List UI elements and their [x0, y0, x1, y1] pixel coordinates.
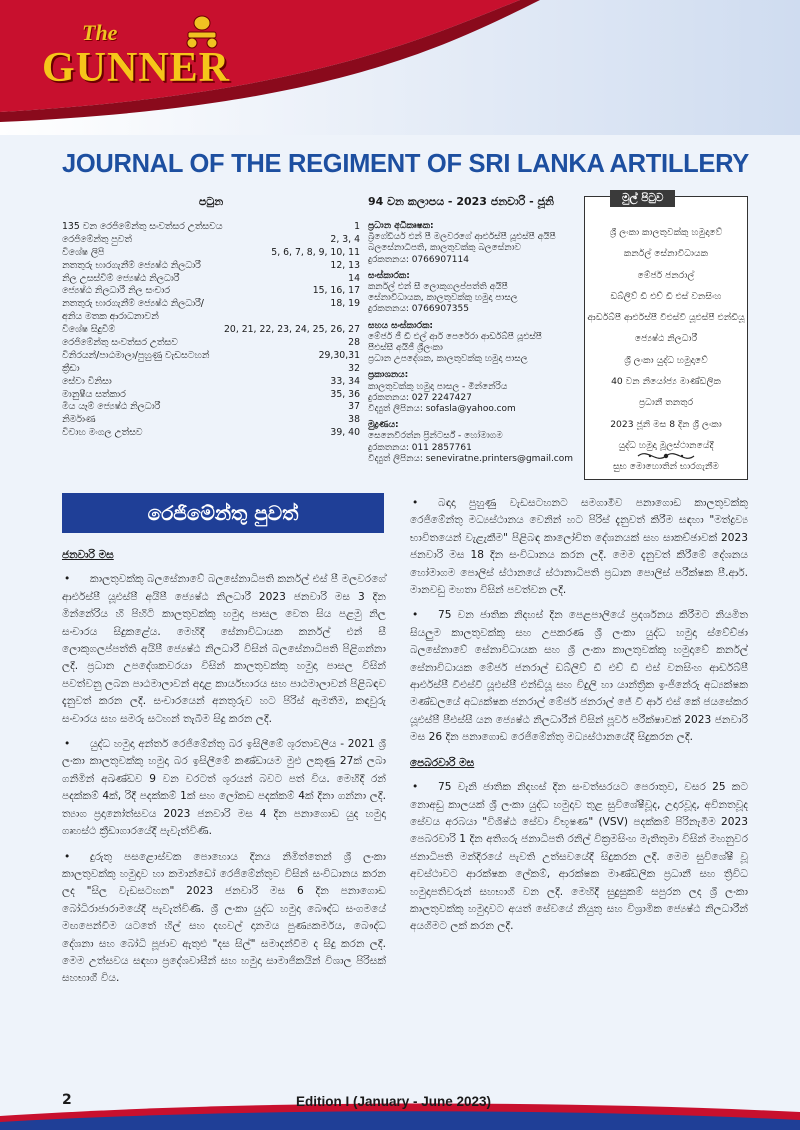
bullet-icon: • — [64, 850, 71, 863]
news-text: බඳාදා පුහුණු වැඩසටහනට සමගාමීව පනාගොඩ කාලතුවක්කු රෙජිමේන්තු මධ්‍යස්ථානය වෙනින් හට පිරිස් දැනුවත් කිරීම සඳහා "මත්ද්‍රව්‍ය භාවිතයෙන් වැළැකීම" පිළිබඳ කාලෝචිත දේශනයක් සහ සාකච්ඡාවක් 2023 ජනවාරි මස 18 දින සංවිධානය කරන ලදී. මෙම දැනුවත් කිරීමේ දේශනය හෝමාගම පොලිස් ස්ථානයේ ස්ථානාධිපති ප්‍රධාන පොලිස් පරීක්ෂක පී.ආර්. මානවඩු මහතා විසින් පවත්වන ලදී. — [410, 497, 748, 597]
toc-title: විවාහ මංගල උත්සව — [62, 427, 143, 439]
masthead-label: සහය සංස්කාරක: — [368, 320, 433, 331]
masthead-line: බලසේනාධිපති, කාලතුවක්කු බලසේනාව — [368, 243, 521, 254]
toc-title: ක්‍රීඩා — [62, 362, 80, 374]
toc-pages: 2, 3, 4 — [330, 233, 360, 245]
toc-row — [62, 350, 360, 363]
masthead-line: බ්‍රිගේඩියර් එන් පී මලවරගේ ආර්එස්පී යූඑස්පී අයිපී — [368, 232, 556, 243]
news-text: 75 වැනි ජාතික නිදහස් දින සංවත්සරයට පෙරාතුව, වසර 25 කට නොඅඩු කාලයක් ශ්‍රී ලංකා යුද්ධ හමුදාව තුළ සුවිශේෂීවූද, උදාරවූද, අවිනතවූද සේවය අරබයා "විශිෂ්ඨ සේවා විභූෂණ" (VSV) පදක්කම් පිරිනැමීම 2023 පෙබරවාරි 1 දින අතිගරු ජනාධිපති රනිල් වික්‍රමසිංහ මැතිතුමා විසින් මහනුවර ජනාධිපති මන්දිරයේ පැවති උත්සවයේදී සිදුකරන ලදී. මෙම සුවිශේෂී වූ අවස්ථාවට ආරක්ෂක ලේකම්, ආරක්ෂක මාණ්ඩලික ප්‍රධානී සහ ත්‍රිවිධ හමුදාපතිවරුන් සහභාගී වන ලදී. මෙහිදී සුදුසුකම් සපුරන ලද ශ්‍රී ලංකා කාලතුවක්කු හමුදාවට අයත් සේවයේ නියුතු සහ විශ්‍රාමික ජ්‍යෙෂ්ඨ නිලධාරීන් අයගිමට ලක් කරන ලදී. — [410, 781, 748, 933]
bullet-icon: • — [412, 781, 419, 794]
toc-pages: 38 — [348, 414, 360, 426]
logo-gunner: GUNNER — [42, 45, 231, 91]
toc-row — [62, 363, 360, 376]
toc-row — [62, 247, 360, 260]
toc-pages: 39, 40 — [330, 427, 360, 439]
masthead-block — [368, 271, 576, 316]
masthead-line: විද්‍යුත් ලිපිනය: seneviratne.printers@gmail.com — [368, 453, 574, 464]
toc-title: විශේෂ ලිපි — [62, 246, 105, 258]
toc-pages: 37 — [348, 401, 360, 413]
cover-line: කර්නල් සේනාවිධායක — [623, 248, 709, 260]
edition-label: Edition I (January - June 2023) — [296, 1094, 492, 1109]
masthead-block — [368, 370, 576, 415]
masthead-block — [368, 221, 576, 266]
cover-line: සුභ මොහොතින් භාරගැනීම — [613, 461, 719, 473]
toc-row — [62, 260, 360, 273]
toc-row — [62, 389, 360, 402]
page-number: 2 — [62, 1092, 72, 1108]
toc-title: ජ්‍යෙෂ්ඨ නිලධාරී නිල සංචාර — [62, 285, 170, 297]
cover-line: ශ්‍රී ලංකා කාලතුවක්කු හමුදාවේ — [609, 227, 723, 238]
news-text: යුද්ධ හමුදා අන්තර් රෙජිමේන්තු බර ඉසිලීමේ ශූරතාවලිය - 2021 ශ්‍රී ලංකා කාලතුවක්කු හමුදා බර ඉසිලීමේ කණ්ඩායම මුළු ලකුණු 27ක් ලබා ගනිමින් අඛණ්ඩව 9 වන වරටත් ශූරයන් බවට පත් විය. මෙහිදී රන් පදක්කම් 4ක්, රිදී පදක්කම් 1ක් සහ ලෝකඩ පදක්කම් 4ක් දිනා ගන්නා ලදී. ත්‍යාග ප්‍රදානෝත්සවය 2023 ජනවාරි මස 4 දින පනාගොඩ යුද හමුදා ගෘහස්ථ ක්‍රීඩාගාරයේදී පැවැත්විණි. — [62, 738, 386, 838]
toc-row — [62, 337, 360, 350]
news-paragraph — [62, 736, 386, 840]
toc-pages: 14 — [348, 272, 360, 284]
toc-row — [62, 273, 360, 286]
masthead-blocks — [368, 221, 576, 465]
toc-row — [62, 427, 360, 440]
masthead-line: පීඑස්සී අයිජී ශ්‍රීලංකා — [368, 343, 443, 354]
gunner-logo — [42, 14, 252, 104]
toc-title: රෙජිමේන්තු පුවත් — [62, 233, 132, 245]
toc-pages: 35, 36 — [330, 388, 360, 400]
toc-pages: 29,30,31 — [318, 349, 360, 361]
toc-title: නිර්මාණ — [62, 414, 96, 426]
cover-line: ජ්‍යෙෂ්ඨ නිලධාරී — [634, 333, 698, 345]
toc-title: විනිරයන්/පාඨමාලා/පුහුණු වැඩසටහන් — [62, 349, 210, 361]
news-paragraph — [62, 571, 386, 728]
toc-title: මානුෂීය සත්කාර — [62, 388, 126, 400]
bullet-icon: • — [64, 573, 71, 586]
toc-row — [62, 311, 360, 324]
masthead-line: සෙනෙවිරත්න ප්‍රින්ටර්ස් - හෝමාගම — [368, 431, 503, 442]
masthead-label: ප්‍රකාශනය: — [368, 370, 409, 381]
cover-line: යුද්ධ හමුදා මූලස්ථානයේදී — [618, 439, 714, 451]
masthead — [368, 195, 576, 470]
toc-title: නතතුරු භාරගැනීම් ජ්‍යෙෂ්ඨ නිලධාරී — [62, 259, 201, 271]
masthead-label: ප්‍රධාන අධිකෘෂක: — [368, 221, 434, 231]
masthead-line: දුරකතනය: 0766907355 — [368, 304, 469, 315]
bullet-icon: • — [412, 609, 419, 622]
flourish-ornament-icon — [636, 448, 696, 464]
masthead-line: දුරකතනය: 0766907114 — [368, 254, 469, 265]
masthead-line: සේනාවිධායක, කාලතුවක්කු හමුදා පාසල — [368, 293, 518, 304]
toc-row — [62, 285, 360, 298]
toc-pages: 1 — [354, 221, 360, 232]
toc-pages: 32 — [348, 362, 360, 374]
toc-list — [62, 221, 360, 440]
toc-title: සේවා විනිසා — [62, 375, 112, 387]
toc-row — [62, 414, 360, 427]
toc-title: මිය යෑම් ජ්‍යෙෂ්ඨ නිලධාරී — [62, 401, 161, 413]
news-column-left — [62, 547, 386, 996]
news-text: කාලතුවක්කු බලසේනාවේ බලසේනාධිපති කර්නල් එස් පී මලවරගේ ආර්එස්පී යූඑස්පී අයිපී ජ්‍යෙෂ්ඨ නිලධාරී 2023 ජනවාරි මස 3 දින මින්නේරිය හි පිහිටි කාලතුවක්කු හමුදා පාසල වෙත සිය පළමු නිල සංචාරය සිදුකළේය. මෙහිදී සේනාවිධායක කර්නල් එන් සී ලොකුගලප්පත්ති අයිපී ජ්‍යෙෂ්ඨ නිලධාරී විසින් බලසේනාධිපති පිළිගන්නා ලදී. ප්‍රධාන උපදේශකවරයා විසින් කාලතුවක්කු හමුදා පාසල විසින් පවත්වනු ලබන පාඨමාලාවන් අදාළ කාර්යභාරය සහ පාඨමාලාවන් පිළිබඳව දැනුවත් කරන ලදී. සංචාරයෙන් අනතුරුව හට පිරිස් ඇමතීම, කඳවුරු සංචාරය සහ සමරු සටහන් තැබීම සිදු කරන ලදී. — [62, 573, 386, 725]
news-text: දුරුතු පසළොස්වක පොහොය දිනය නිමිත්තෙන් ශ්‍රී ලංකා කාලතුවක්කු හමුදාව හා කමාන්ඩෝ රෙජිමේන්තුව විසින් සංවිධානය කරන ලද "සිල වැඩසටහන" 2023 ජනවාරි මස 6 දින පනාගොඩ බෝධිරාජාරාමයේදී පැවැත්විණි. ශ්‍රී ලංකා යුද්ධ හමුදා බෞද්ධ සංගමයේ මඟපෙන්වීම යටතේ හිල් සහ දඟවල් දානමය පුණ්‍යකර්මය, බෞද්ධ දේශනා සහ බෝධි පූජාව ඇතුළු "දස සිල්" සමාදන්වීම ද සිදු කරන ලදී. මෙම උත්සවය සඳහා ප්‍රදේශවාසීන් සහ හමුදා සාමාජිකයින් විශාල පිරිසක් සහභාගී විය. — [62, 850, 386, 985]
bullet-icon: • — [412, 497, 419, 509]
issue-heading: 94 වන කලාපය - 2023 ජනවාරි - ජූනි — [368, 195, 554, 208]
table-of-contents — [62, 195, 360, 440]
cover-line: ශ්‍රී ලංකා යුද්ධ හමුදාවේ — [624, 354, 708, 366]
news-paragraph — [410, 779, 748, 936]
toc-row — [62, 234, 360, 247]
masthead-line: කර්නල් එන් සී ලොකුගලප්පත්ති අයිපී — [368, 282, 508, 293]
logo-the: The — [82, 20, 118, 45]
bullet-icon: • — [64, 738, 71, 751]
month-heading: ජනවාරි මස — [62, 549, 114, 561]
cover-line: මේජර් ජනරාල් — [637, 269, 695, 281]
news-paragraph — [410, 495, 748, 599]
masthead-line: ප්‍රධාන උපදේශක, කාලතුවක්කු හමුදා පාසල — [368, 354, 528, 365]
toc-pages: 20, 21, 22, 23, 24, 25, 26, 27 — [223, 324, 360, 336]
masthead-line: කාලතුවක්කු හමුදා පාසල - මින්නේරිය — [368, 381, 508, 392]
cover-line: ප්‍රධානී තනතුර — [638, 397, 694, 409]
masthead-line: විද්‍යුත් ලිපිනය: sofasla@yahoo.com — [368, 404, 516, 415]
toc-title: විශේෂ සිදුවීම් — [62, 324, 116, 336]
section-banner: රෙජිමේන්තු පුවත් — [62, 493, 384, 533]
masthead-block — [368, 321, 576, 366]
journal-title: JOURNAL OF THE REGIMENT OF SRI LANKA ARTILLERY — [62, 150, 749, 178]
toc-row — [62, 221, 360, 234]
cover-line: ආර්ඩබ්පී ආර්එස්පී වීඑස්වී යූඑස්පී එන්ඩියූ — [587, 312, 745, 324]
news-paragraph — [410, 607, 748, 746]
toc-title: අනිය මතක ආරාධනාවන් — [62, 311, 159, 323]
toc-pages: 28 — [348, 337, 360, 349]
masthead-label: මුද්‍රණය: — [368, 420, 399, 431]
masthead-label: සංස්කාරක: — [368, 270, 410, 281]
toc-row — [62, 324, 360, 337]
masthead-line: දුරකතනය: 011 2857761 — [368, 442, 472, 453]
masthead-block — [368, 420, 576, 465]
news-column-right — [410, 495, 748, 944]
toc-pages: 15, 16, 17 — [312, 285, 360, 297]
toc-title: නිල උසස්වීම් ජ්‍යෙෂ්ඨ නිලධාරී — [62, 272, 180, 284]
toc-row — [62, 298, 360, 311]
toc-title: 135 වන රෙජිමේන්තු සංවත්සර උත්සවය — [62, 221, 223, 232]
cover-line: ඩබ්ලිව් ඩී එච් ඩී එස් වනසිංහ — [610, 290, 722, 302]
month-heading: පෙබරවාරි මස — [410, 756, 475, 769]
cover-line: 2023 ජූනි මස 8 දින ශ්‍රී ලංකා — [610, 418, 722, 430]
toc-pages: 5, 6, 7, 8, 9, 10, 11 — [271, 246, 360, 258]
toc-pages: 12, 13 — [330, 259, 360, 271]
toc-pages: 33, 34 — [330, 375, 360, 387]
cover-story-heading: මුල් පිටුව — [610, 190, 675, 207]
masthead-line: දුරකතනය: 027 2247427 — [368, 392, 472, 403]
toc-row — [62, 376, 360, 389]
toc-title: රෙජිමේන්තු සංවත්සර උත්සව — [62, 337, 178, 349]
cover-line: 40 වන නියෝජ්‍ය මාණ්ඩලික — [611, 376, 721, 388]
toc-pages: 18, 19 — [330, 298, 360, 310]
toc-row — [62, 401, 360, 414]
masthead-line: මේජර් ජී ඩී එල් ආර් පෙරේරා ආර්ඩබ්පී යූඑස්පී — [368, 331, 542, 342]
cover-story-text — [584, 222, 748, 478]
contents-heading: පටුන — [198, 195, 224, 208]
news-paragraph — [62, 849, 386, 988]
toc-title: නතතුරු භාරගැනීම් ජ්‍යෙෂ්ඨ නිලධාරී/ — [62, 298, 204, 310]
news-text: 75 වන ජාතික නිදහස් දින පෙළපාලියේ ප්‍රදර්ශනය කිරීමට නියමිත සියලුම කාලතුවක්කු සහ උපකරණ ශ්‍රී ලංකා යුද්ධ හමුදා ස්වේච්ඡා බලසේනාවේ සේනාවිධායක සහ ශ්‍රී ලංකා කාලතුවක්කු හමුදාවේ කර්නල් සේනාවිධායක මේජර් ජනරාල් ඩබ්ලිව් ඩී එච් ඩී එස් වනසිංහ ආර්ඩබ්පී ආර්එස්පී වීඑස්වී යූඑස්පී එන්ඩියූ සහ විදුලි හා යාන්ත්‍රික ඉංජිනේරු අධ්‍යක්ෂක මණ්ඩලයේ අධ්‍යක්ෂක ජනරාල් මේජර් ජනරාල් ජේ වී ආර් එස් කේ ජයසේකර යූඑස්පී පීඑස්සී යන ජ්‍යෙෂ්ඨ නිලධාරීන් විසින් පූර්ව පරීක්ෂාවක් 2023 ජනවාරි මස 26 දින පනාගොඩ රෙජිමේන්තු මධ්‍යස්ථානයේදී සිදුකරන ලදී. — [410, 609, 748, 744]
